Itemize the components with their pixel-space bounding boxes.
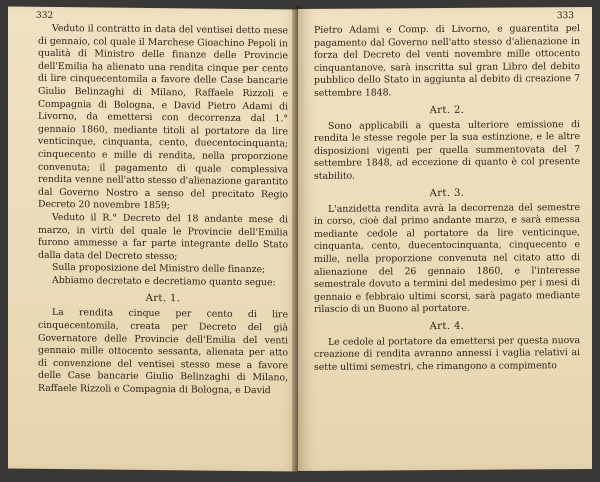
article-1-title: Art. 1. (145, 293, 181, 305)
article-1-text: La rendita cinque per cento di lire cinquecentomila, creata per Decreto del già Governatore delle Provincie dell'Emilia del venti gennaio mille ottocento sessanta, alienata per atto di convenzione del ventisei stesso mese a favore delle Case bancarie Giulio Belinzaghi di Milano, Raffaele Rizzoli e Compagnia di Bologna, e David (38, 307, 288, 397)
article-2-text: Sono applicabili a questa ulteriore emissione di rendita le stesse regole per la sua estinzione, e le altre disposizioni vigenti per quella summentovata del 7 settembre 1848, ad eccezione di quanto è col presente stabilito. (314, 118, 580, 182)
article-4-title: Art. 4. (429, 320, 465, 332)
paragraph-contract: Veduto il contratto in data del ventisei detto mese di gennaio, col quale il Marchese Gioachino Pepoli in qualità di Ministro delle finanze delle Provincie dell'Emilia ha alienato una rendita cinque per cento di lire cinquecentomila a favore delle Case bancarie Giulio Belinzaghi di Milano, Raffaele Rizzoli e Compagnia di Bologna, e David Pietro Adami di Livorno, da emettersi con decorrenza dal 1.° gennaio 1860, mediante titoli al portatore da lire venticinque, cinquanta, cento, duecentocinquanta; cinquecento e mille di rendita, nella proporzione convenuta; il pagamento di quale complessiva rendita venne nell'atto stesso d'alienazione garantito dal Governo Nostro a senso del precitato Regio Decreto 20 novembre 1859; (38, 22, 288, 212)
article-2-title: Art. 2. (429, 104, 465, 116)
page-number-right: 333 (556, 11, 574, 22)
paragraph-decreed: Abbiamo decretato e decretiamo quanto segue: (52, 274, 276, 289)
article-4-text: Le cedole al portatore da emettersi per questa nuova creazione di rendita avranno annessi i vaglia relativi ai sette ultimi semestri, che rimangono a compimento (314, 334, 580, 373)
paragraph-decree: Veduto il R.° Decreto del 18 andante mese di marzo, in virtù del quale le Provincie dell'Emilia furono ammesse a far parte integrante dello Stato dalla data del Decreto stesso; (38, 211, 288, 262)
page-number-left: 332 (36, 10, 54, 21)
paragraph-proposal: Sulla proposizione del Ministro delle finanze; (52, 262, 266, 276)
left-page (8, 6, 298, 471)
right-page (298, 7, 592, 471)
article-3-title: Art. 3. (429, 187, 465, 199)
article-3-text: L'anzidetta rendita avrà la decorrenza del semestre in corso, cioè dal primo andante marzo, e sarà emessa mediante cedole al portatore da lire venticinque, cinquanta, cento, duecentocinquanta, cinquecento e mille, nella proporzione convenuta nel citato atto di alienazione del 26 gennaio 1860, e l'interesse semestrale dovuto a termini del medesimo per i mesi di gennaio e febbraio ultimi scorsi, sarà pagato mediante rilascio di un Buono al portatore. (314, 201, 580, 316)
paragraph-continuation: Pietro Adami e Comp. di Livorno, e guarentita pel pagamento dal Governo nell'atto stesso d'alienazione in forza del Decreto del venti novembre mille ottocento cinquantanove, sarà inscritta sul gran Libro del debito pubblico dello Stato in aggiunta al debito di creazione 7 settembre 1848. (314, 23, 580, 99)
